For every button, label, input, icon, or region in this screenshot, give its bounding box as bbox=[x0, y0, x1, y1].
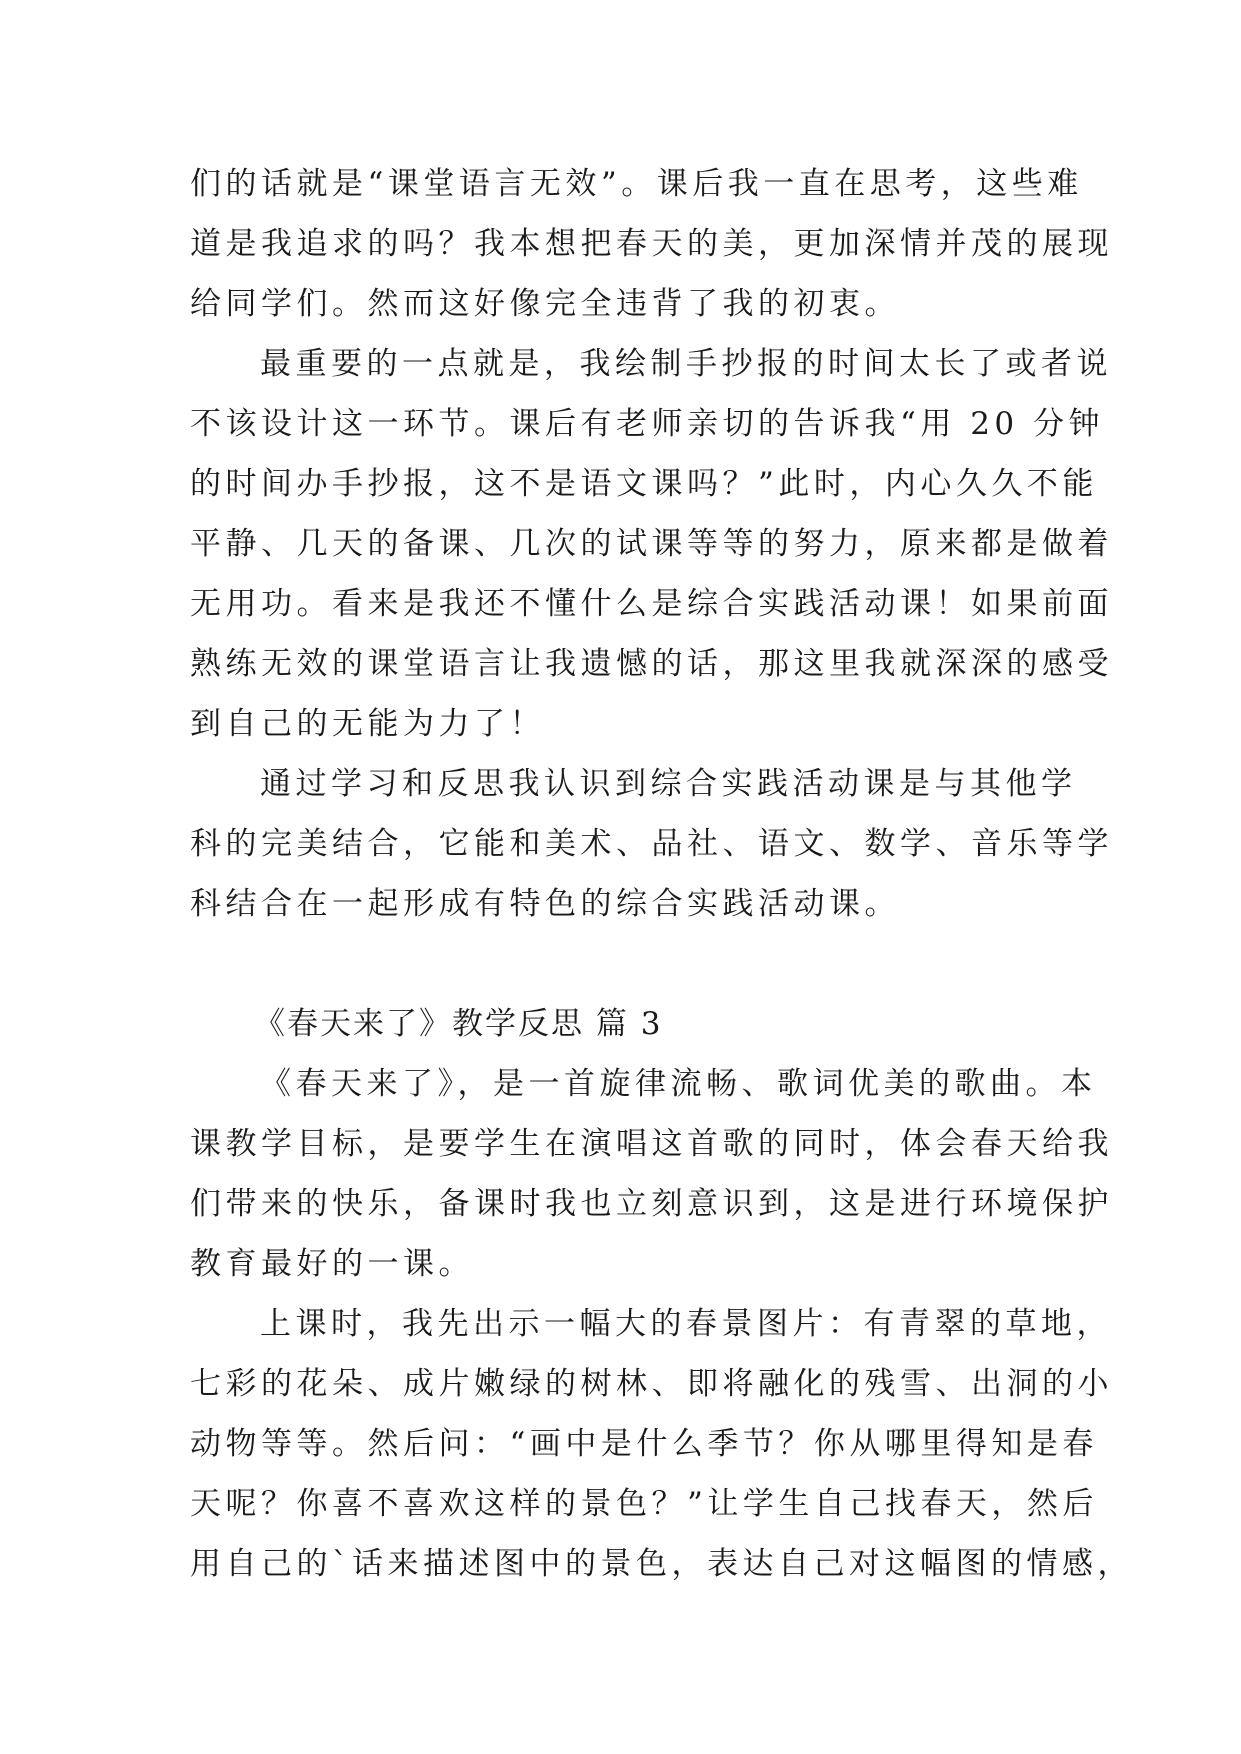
text-line: 课教学目标，是要学生在演唱这首歌的同时，体会春天给我 bbox=[190, 1126, 1113, 1162]
text-line: 最重要的一点就是，我绘制手抄报的时间太长了或者说 bbox=[260, 346, 1112, 382]
text-line: 动物等等。然后问：“画中是什么季节？你从哪里得知是春 bbox=[190, 1426, 1098, 1462]
text-line: 熟练无效的课堂语言让我遗憾的话，那这里我就深深的感受 bbox=[190, 646, 1113, 682]
text-line: 无用功。看来是我还不懂什么是综合实践活动课！如果前面 bbox=[190, 586, 1113, 622]
document-page bbox=[190, 154, 1133, 1594]
text-line: 到自己的无能为力了！ bbox=[190, 706, 545, 742]
text-line: 科结合在一起形成有特色的综合实践活动课。 bbox=[190, 886, 900, 922]
text-line: 给同学们。然而这好像完全违背了我的初衷。 bbox=[190, 286, 900, 322]
text-line: 平静、几天的备课、几次的试课等等的努力，原来都是做着 bbox=[190, 526, 1113, 562]
text-line: 用自己的`话来描述图中的景色，表达自己对这幅图的情感， bbox=[190, 1546, 1133, 1582]
text-line: 道是我追求的吗？我本想把春天的美，更加深情并茂的展现 bbox=[190, 226, 1113, 262]
paragraph-2 bbox=[190, 334, 1113, 754]
text-line: 们带来的快乐，备课时我也立刻意识到，这是进行环境保护 bbox=[190, 1186, 1113, 1222]
paragraph-1 bbox=[190, 154, 1113, 334]
text-line: 科的完美结合，它能和美术、品社、语文、数学、音乐等学 bbox=[190, 826, 1113, 862]
text-line: 不该设计这一环节。课后有老师亲切的告诉我“用 20 分钟 bbox=[190, 406, 1104, 442]
text-line: 天呢？你喜不喜欢这样的景色？”让学生自己找春天，然后 bbox=[190, 1486, 1098, 1522]
text-line: 的时间办手抄报，这不是语文课吗？”此时，内心久久不能 bbox=[190, 466, 1098, 502]
paragraph-3 bbox=[190, 754, 1113, 934]
text-line: 七彩的花朵、成片嫩绿的树林、即将融化的残雪、出洞的小 bbox=[190, 1366, 1113, 1402]
text-line: 《春天来了》，是一首旋律流畅、歌词优美的歌曲。本 bbox=[260, 1066, 1097, 1102]
text-line: 通过学习和反思我认识到综合实践活动课是与其他学 bbox=[260, 766, 1077, 802]
paragraph-4 bbox=[190, 1054, 1113, 1294]
text-line: 们的话就是“课堂语言无效”。课后我一直在思考，这些难 bbox=[190, 166, 1083, 202]
text-line: 教育最好的一课。 bbox=[190, 1246, 474, 1282]
section-heading: 《春天来了》教学反思 篇 3 bbox=[254, 1006, 663, 1042]
paragraph-5 bbox=[190, 1294, 1133, 1594]
paragraph-gap bbox=[190, 934, 1050, 994]
text-line: 上课时，我先出示一幅大的春景图片：有青翠的草地， bbox=[260, 1306, 1112, 1342]
